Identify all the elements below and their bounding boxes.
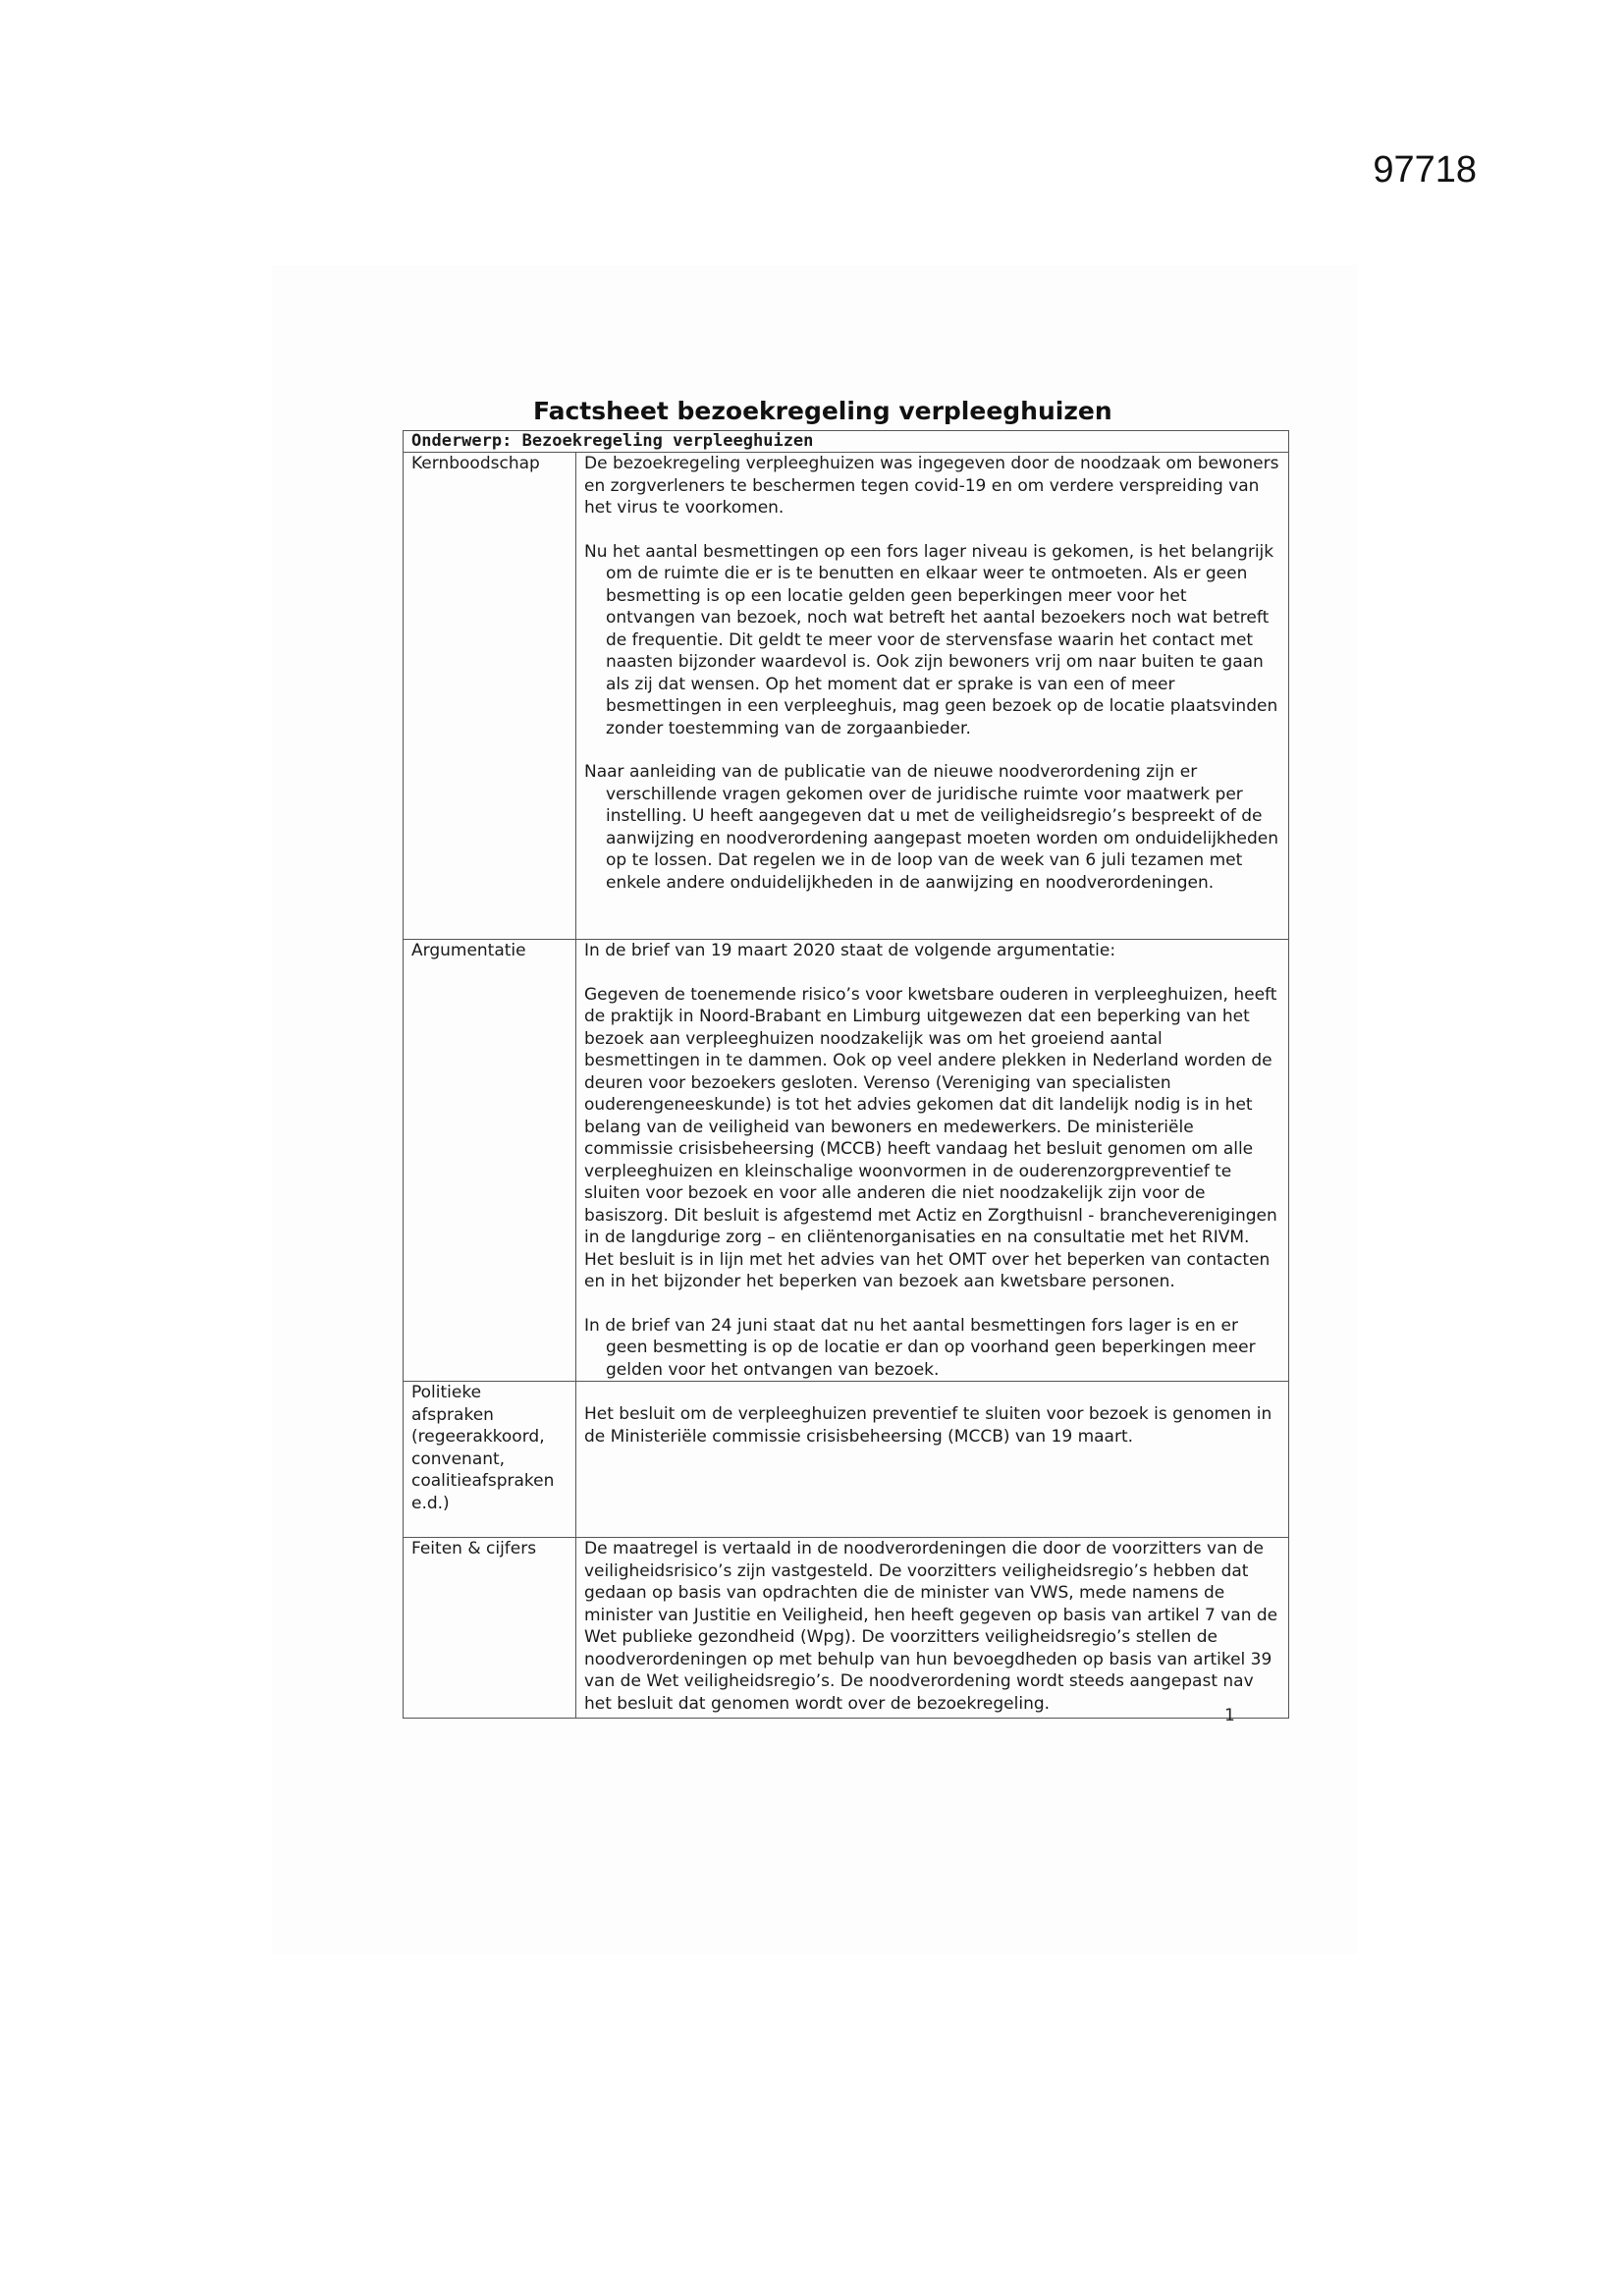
paragraph: Het besluit om de verpleeghuizen preventief te sluiten voor bezoek is genomen in de Ministeriële commissie crisisbeheersing (MCCB) van 19 maart. <box>584 1404 1272 1447</box>
paragraph: In de brief van 19 maart 2020 staat de volgende argumentatie: <box>584 941 1116 960</box>
factsheet-table <box>403 430 1289 1719</box>
row-label: Kernboodschap <box>404 453 576 940</box>
paragraph: In de brief van 24 juni staat dat nu het aantal besmettingen fors lager is en er geen besmetting is op de locatie er dan op voorhand geen beperkingen meer gelden voor het ontvangen van bezoek. <box>584 1315 1256 1380</box>
paragraph: De bezoekregeling verpleeghuizen was ingegeven door de noodzaak om bewoners en zorgverleners te beschermen tegen covid-19 en om verdere verspreiding van het virus te voorkomen. <box>584 454 1279 518</box>
document-number: 97718 <box>1373 149 1477 191</box>
row-label: Politieke afspraken (regeerakkoord, convenant, coalitieafspraken e.d.) <box>404 1382 576 1538</box>
paragraph: Nu het aantal besmettingen op een fors lager niveau is gekomen, is het belangrijk om de ruimte die er is te benutten en elkaar weer te ontmoeten. Als er geen besmetting is op een locatie gelden geen beperkingen meer voor het ontvangen van bezoek, noch wat betreft het aantal bezoekers noch wat betreft de frequentie. Dit geldt te meer voor de stervensfase waarin het contact met naasten bijzonder waardevol is. Ook zijn bewoners vrij om naar buiten te gaan als zij dat wensen. Op het moment dat er sprake is van een of meer besmettingen in een verpleeghuis, mag geen bezoek op de locatie plaatsvinden zonder toestemming van de zorgaanbieder. <box>584 541 1278 738</box>
row-argumentatie <box>404 940 1289 1382</box>
row-politieke-afspraken <box>404 1382 1289 1538</box>
paragraph: Gegeven de toenemende risico’s voor kwetsbare ouderen in verpleeghuizen, heeft de praktijk in Noord-Brabant en Limburg uitgewezen dat een beperking van het bezoek aan verpleeghuizen noodzakelijk was om het groeiend aantal besmettingen in te dammen. Ook op veel andere plekken in Nederland worden de deuren voor bezoekers gesloten. Verenso (Vereniging van specialisten ouderengeneeskunde) is tot het advies gekomen dat dit landelijk nodig is in het belang van de veiligheid van bewoners en medewerkers. De ministeriële commissie crisisbeheersing (MCCB) heeft vandaag het besluit genomen om alle verpleeghuizen en kleinschalige woonvormen in de ouderenzorgpreventief te sluiten voor bezoek en voor alle anderen die niet noodzakelijk zijn voor de basiszorg. Dit besluit is afgestemd met Actiz en Zorgthuisnl - brancheverenigingen in de langdurige zorg – en cliëntenorganisaties en na consultatie met het RIVM. Het besluit is in lijn met het advies van het OMT over het beperken van contacten en in het bijzonder het beperken van bezoek aan kwetsbare personen. <box>584 984 1277 1291</box>
document-title: Factsheet bezoekregeling verpleeghuizen <box>533 397 1112 425</box>
row-feiten-cijfers <box>404 1538 1289 1719</box>
row-content <box>576 1382 1289 1538</box>
row-label: Argumentatie <box>404 940 576 1382</box>
row-content <box>576 940 1289 1382</box>
row-content <box>576 453 1289 940</box>
row-kernboodschap <box>404 453 1289 940</box>
row-label: Feiten & cijfers <box>404 1538 576 1719</box>
page-number: 1 <box>1224 1706 1235 1725</box>
paragraph: Naar aanleiding van de publicatie van de nieuwe noodverordening zijn er verschillende vragen gekomen over de juridische ruimte voor maatwerk per instelling. U heeft aangegeven dat u met de veiligheidsregio’s bespreekt of de aanwijzing en noodverordening aangepast moeten worden om onduidelijkheden op te lossen. Dat regelen we in de loop van de week van 6 juli tezamen met enkele andere onduidelijkheden in de aanwijzing en noodverordeningen. <box>584 762 1279 893</box>
row-content <box>576 1538 1289 1719</box>
subject-row <box>404 431 1289 453</box>
paragraph: De maatregel is vertaald in de noodverordeningen die door de voorzitters van de veiligheidsrisico’s zijn vastgesteld. De voorzitters veiligheidsregio’s hebben dat gedaan op basis van opdrachten die de minister van VWS, mede namens de minister van Justitie en Veiligheid, hen heeft gegeven op basis van artikel 7 van de Wet publieke gezondheid (Wpg). De voorzitters veiligheidsregio’s stellen de noodverordeningen op met behulp van hun bevoegdheden op basis van artikel 39 van de Wet veiligheidsregio’s. De noodverordening wordt steeds aangepast nav het besluit dat genomen wordt over de bezoekregeling. <box>584 1539 1278 1714</box>
subject-heading: Onderwerp: Bezoekregeling verpleeghuizen <box>404 431 1289 453</box>
